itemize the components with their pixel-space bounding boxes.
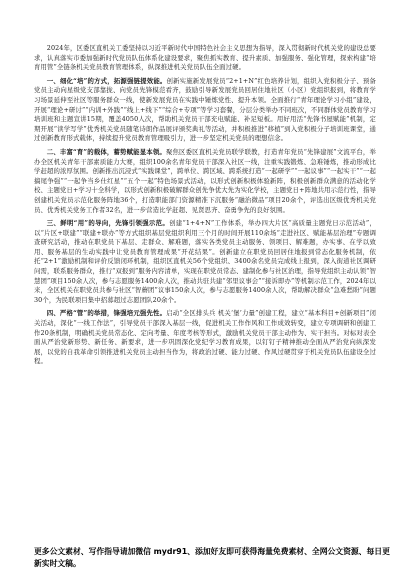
- promo-footer: 更多公文素材、写作指导请加微信 mydr91、添加好友即可获得海量免费素材、全网公文资源、每日更新实时文稿。: [34, 547, 390, 568]
- intro-paragraph: 2024年，区委区直机关工委坚持以习近平新时代中国特色社会主义思想为指导，深入贯彻新时代机关党的建设总要求，认真落实市委加强新时代党员队伍体系化建设要求，聚焦抓实教育、提升素质、加强服务、强化管理，探索构建“培育用管”全链条机关党员教育管理体系，纵深推进机关党员队伍全面过硬。: [34, 44, 376, 72]
- section-body: 创新实施新发展党员“2+1+N”红色培养计划，组织入党积极分子、预备党员主动向星级党支部靠拢、向党员先锋模范看齐，鼓励引导新发展党员回居住地社区（小区）党组织报到，将教育学习场景延伸至社区等服务群众一线，使新发展党员在实践中锤炼党性、提升本领。全面推行“青年理论学习小组”建设，开展“理论+研讨”“内训+外践”“线上+线下”“综合+专项”等学习套餐，分层分类举办不同班次，不同群体党员教育学习培训班和主题宣讲15期，覆盖4050人次，帮助机关党员干部充电赋能、补足短板。用好用活“先锋书屋赋能”机制，定期开展“读学写学”优秀机关党员随笔诗朗作品展评颁奖典礼等活动，并积极推进“移植”到入党积极分子培训班课堂，通过创新教育形式载体，持续提升党员教育管理吸引力，进一步坚定机关党员的理想信念。: [34, 76, 376, 143]
- section-1: [34, 77, 376, 144]
- section-paragraph: [34, 309, 376, 367]
- section-paragraph: [34, 148, 376, 215]
- section-body: 创建“1+4+N”工作体系，举办四大片区“高质量主题党日示范活动”，以“片区+联建”“联建+联办”等方式组织基层党组织利用三个月的时间开展110余场“走进社区、赋能基层治理”专题调查研究活动，推动在职党员下基层、走群众、解难题，落实各类党员主动服务、领项目、解难题，办实事、在学以致用、服务基层的生动实践中让党员教育管理成果“开花结果”。创新建立在职党员回居住地报到常态化服务机制，依托“2+1”激励机制和评价反馈闭环机制，组织区直机关56个党组织、3400余名党员完成线上报到，深入街道社区调研问需，联系服务群众，推行“双报到”服务内容清单，实现在职党员常态、建制化参与社区治理，指导党组织主动认领“智慧团”项目150余人次，参与志愿服务1400余人次，推动共驻共建“邻里议事会”“接诉即办”等机制示范工作，2024年以来，全区机关在职党员共参与社区“智蘑团”议事150余人次，参与志愿服务1400余人次，帮助解决群众“急难愁盼”问题30个，为民联项目集中招募超过志愿团队20余个。: [34, 219, 376, 304]
- section-body: 启动“全区排头兵 机关‘堡’力量”创建工程，建立“基本科目+创新项目”闭关活动，深化“一线工作法”，引导党员干部深入基层一线，促进机关工作作风和工作成效转变，建立专项调研和创建工作20条机制，明确机关党员常态化、定向考量、年度考核等形式，激励机关党员干部主动作为、实干担当。对标对表全面从严治党新形势、新任务、新要求，进一步巩固深化党纪学习教育成果，以钉钉子精神推动全面从严治党向纵深发展，以党的自我革命引领推进机关党员主动担当作为，将政治过硬、能力过硬、作风过硬贯穿于机关党员队伍建设全过程。: [34, 309, 376, 366]
- section-heading: 三、鲜明“用”的导向，先锋引领强示范。: [46, 219, 170, 228]
- section-4: [34, 309, 376, 367]
- section-3: [34, 219, 376, 305]
- section-heading: 一、细化“培”的方式，拓源强链提效能。: [46, 76, 167, 85]
- section-2: [34, 148, 376, 215]
- section-body: 聚焦区委区直机关党员联学联教，打造青年党员“先锋建展”文流平台，举办全区机关青年干部素质能力大赛，组织100余名青年党员干部深入社区一线，注重实践锻炼、急难锤炼，推动形成比学赶超的浓厚氛围。创新推出沉浸式“实践课堂”，跨单位、跨区域、跨系统打造“一起研学”“一起议事”“一起实干”“一起搞尾争强”“一起争当乡仕红星”“五个一起”特色场景式活动，以形式创新积极体验新阵，积极创新群众满意的活动化学校、主题党日+学习十全科学，以形式创新积极破解群众创先争优大先为实化学校，主题党日+阵地共用示范行性，指导创建机关党员示范化服务阵地36个，打造职能部门资源精准下沉服务“融治微品”项目20余个，评选出区级优秀机关党员、优秀机关党务工作者32名，进一步营造比学赶超、见贤思齐、奋勇争先的良好氛围。: [34, 147, 376, 214]
- section-paragraph: [34, 77, 376, 144]
- section-heading: 四、严格“管”的举措，锋强培元强先性。: [46, 309, 167, 318]
- section-heading: 二、丰富“育”的载体，蓄势赋能显本领。: [46, 147, 166, 156]
- section-paragraph: [34, 219, 376, 305]
